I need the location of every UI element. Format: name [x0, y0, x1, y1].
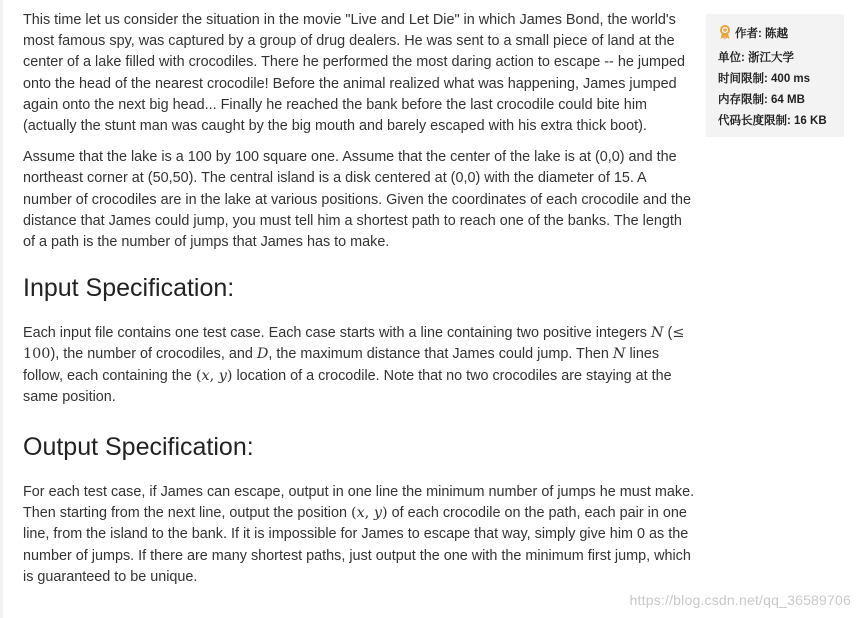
time-limit-row: 时间限制: 400 ms [718, 73, 811, 85]
watermark: https://blog.csdn.net/qq_36589706 [629, 592, 851, 608]
medal-icon [718, 24, 732, 48]
memory-limit-row: 内存限制: 64 MB [718, 94, 805, 106]
description-paragraph-2: Assume that the lake is a 100 by 100 square one. Assume that the center of the lake is at (0,0) and the northeast corner at (50,50). The central island is a disk centered at (0,0) with the diameter of 15. A number of crocodiles are in the lake at various positions. Given the coordinates of each crocodile and the distance that James could jump, you must tell him a shortest path to reach one of the banks. The length of a path is the number of jumps that James has to make. [23, 149, 691, 251]
math-n: N [612, 346, 626, 363]
time-limit-value: 400 ms [771, 73, 811, 85]
unit-row: 单位: 浙江大学 [718, 52, 795, 64]
output-spec-paragraph: For each test case, if James can escape, output in one line the minimum number of jumps he must make. Then starting from the next line, output the position (x, y) of each crocodile on the path, each pair in one line, from the island to the bank. If it is impossible for James to escape that way, simply give him 0 as the number of jumps. If there are many shortest paths, just output the one with the minimum first jump, which is guaranteed to be unique. [23, 484, 695, 585]
author-row: 作者: 陈越 [718, 24, 844, 48]
input-spec-heading: Input Specification: [23, 274, 235, 303]
memory-limit-value: 64 MB [771, 94, 805, 106]
left-border [0, 0, 3, 618]
math-n: N [650, 325, 664, 342]
code-length-limit-row: 代码长度限制: 16 KB [718, 115, 827, 127]
author-value: 陈越 [765, 28, 789, 40]
output-spec-heading: Output Specification: [23, 433, 254, 462]
description-paragraph-1: This time let us consider the situation in the movie "Live and Let Die" in which James Bond, the world's most famous spy, was captured by a group of drug dealers. He was sent to a small piece of land at the center of a lake filled with crocodiles. There he performed the most daring action to escape -- he jumped onto the head of the nearest crocodile! Before the animal realized what was happening, James jumped again onto the next big head... Finally he reached the bank before the last crocodile could bite him (actually the stunt man was caught by the big mouth and barely escaped with his extra thick boot). [23, 12, 686, 135]
code-length-limit-value: 16 KB [794, 115, 827, 127]
math-d: D [256, 346, 269, 363]
input-spec-paragraph: Each input file contains one test case. Each case starts with a line containing two positive integers N (≤ 100), the number of crocodiles, and D, the maximum distance that James could jump. Then N lines follow, each containing the (x, y) location of a crocodile. Note that no two crocodiles are staying at the same position. [23, 325, 685, 405]
unit-value: 浙江大学 [748, 52, 795, 64]
problem-info-card [706, 14, 844, 137]
problem-statement [23, 10, 695, 598]
